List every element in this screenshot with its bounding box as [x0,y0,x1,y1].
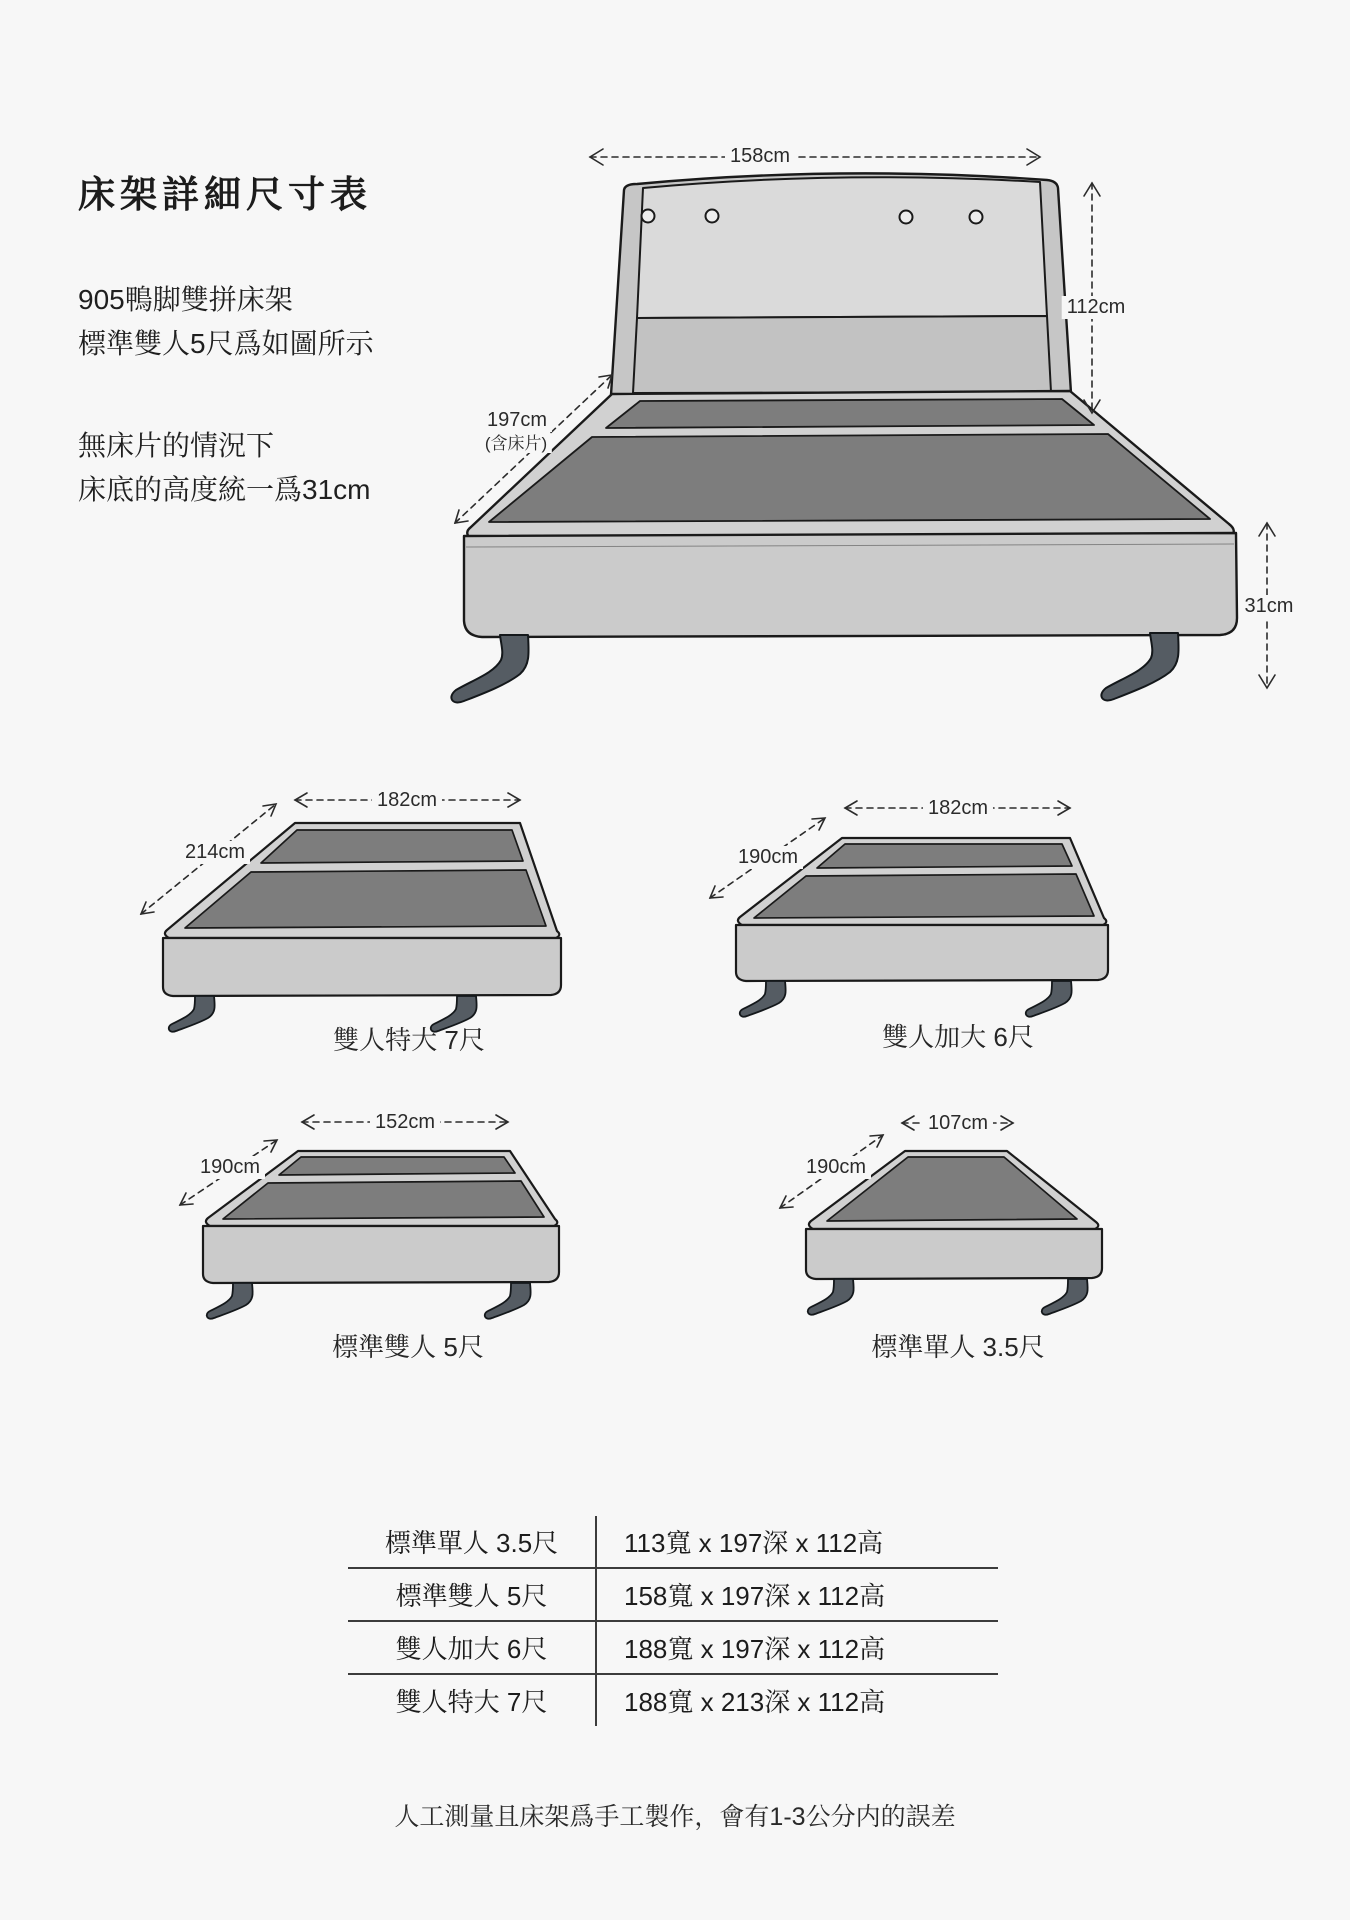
variant-width-label: 152cm [370,1111,440,1134]
size-table [348,1516,998,1726]
variant-width-label: 107cm [923,1112,993,1135]
table-cell-size: 158寬 x 197深 x 112高 [595,1569,998,1620]
table-cell-name: 標準單人 3.5尺 [384,1528,559,1558]
note-line-2: 床底的高度統一爲31cm [78,474,371,505]
main-depth-note-label: (含床片) [480,434,552,453]
bed-legs [808,1279,1088,1315]
variant-depth-label: 190cm [195,1156,265,1179]
variant-width-label: 182cm [923,797,993,820]
note-line-1: 無床片的情況下 [78,430,275,461]
variant-name-label: 標準雙人 5尺 [332,1332,484,1362]
table-cell-name: 標準雙人 5尺 [395,1581,548,1611]
intro-line-1: 905鴨脚雙拼床架 [78,284,293,315]
variant-7ft-illustration [115,770,575,1050]
width-dimension-arrow [590,149,1040,165]
variant-width-label: 182cm [372,789,442,812]
main-base-height-label: 31cm [1240,595,1299,618]
page-title: 床架詳細尺寸表 [78,174,372,215]
variant-depth-label: 190cm [733,846,803,869]
main-bed-illustration [440,95,1350,720]
bed-legs [451,633,1178,702]
base-height-note [78,424,370,512]
main-height-label: 112cm [1062,296,1131,319]
tolerance-note: 人工測量且床架爲手工製作，會有1-3公分内的誤差 [394,1803,956,1831]
bed-legs [740,981,1072,1017]
variant-5ft-diagram [115,1080,575,1370]
table-row [348,1516,998,1569]
platform [464,391,1237,637]
main-bed-diagram [440,95,1350,720]
variant-6ft-illustration [600,770,1120,1050]
variant-3-5ft-illustration [620,1080,1140,1360]
table-row [348,1675,998,1726]
table-cell-size: 188寬 x 197深 x 112高 [595,1622,998,1673]
intro-line-2: 標準雙人5尺爲如圖所示 [78,328,374,359]
main-depth-label: 197cm [482,409,552,432]
variant-7ft-diagram [115,770,575,1060]
variant-6ft-diagram [600,770,1120,1060]
table-cell-size: 188寬 x 213深 x 112高 [595,1675,998,1726]
intro-text [78,278,374,366]
variant-depth-label: 214cm [180,841,250,864]
table-cell-name: 雙人特大 7尺 [395,1687,548,1717]
table-cell-size: 113寬 x 197深 x 112高 [595,1516,998,1567]
variant-name-label: 標準單人 3.5尺 [871,1332,1045,1362]
headboard [611,173,1071,395]
table-cell-name: 雙人加大 6尺 [395,1634,548,1664]
variant-name-label: 雙人特大 7尺 [333,1025,485,1055]
variant-3-5ft-diagram [620,1080,1140,1370]
bed-legs [207,1283,531,1319]
main-width-label: 158cm [725,145,795,168]
table-row [348,1569,998,1622]
variant-5ft-illustration [115,1080,575,1360]
variant-depth-label: 190cm [801,1156,871,1179]
variant-name-label: 雙人加大 6尺 [882,1022,1034,1052]
table-row [348,1622,998,1675]
